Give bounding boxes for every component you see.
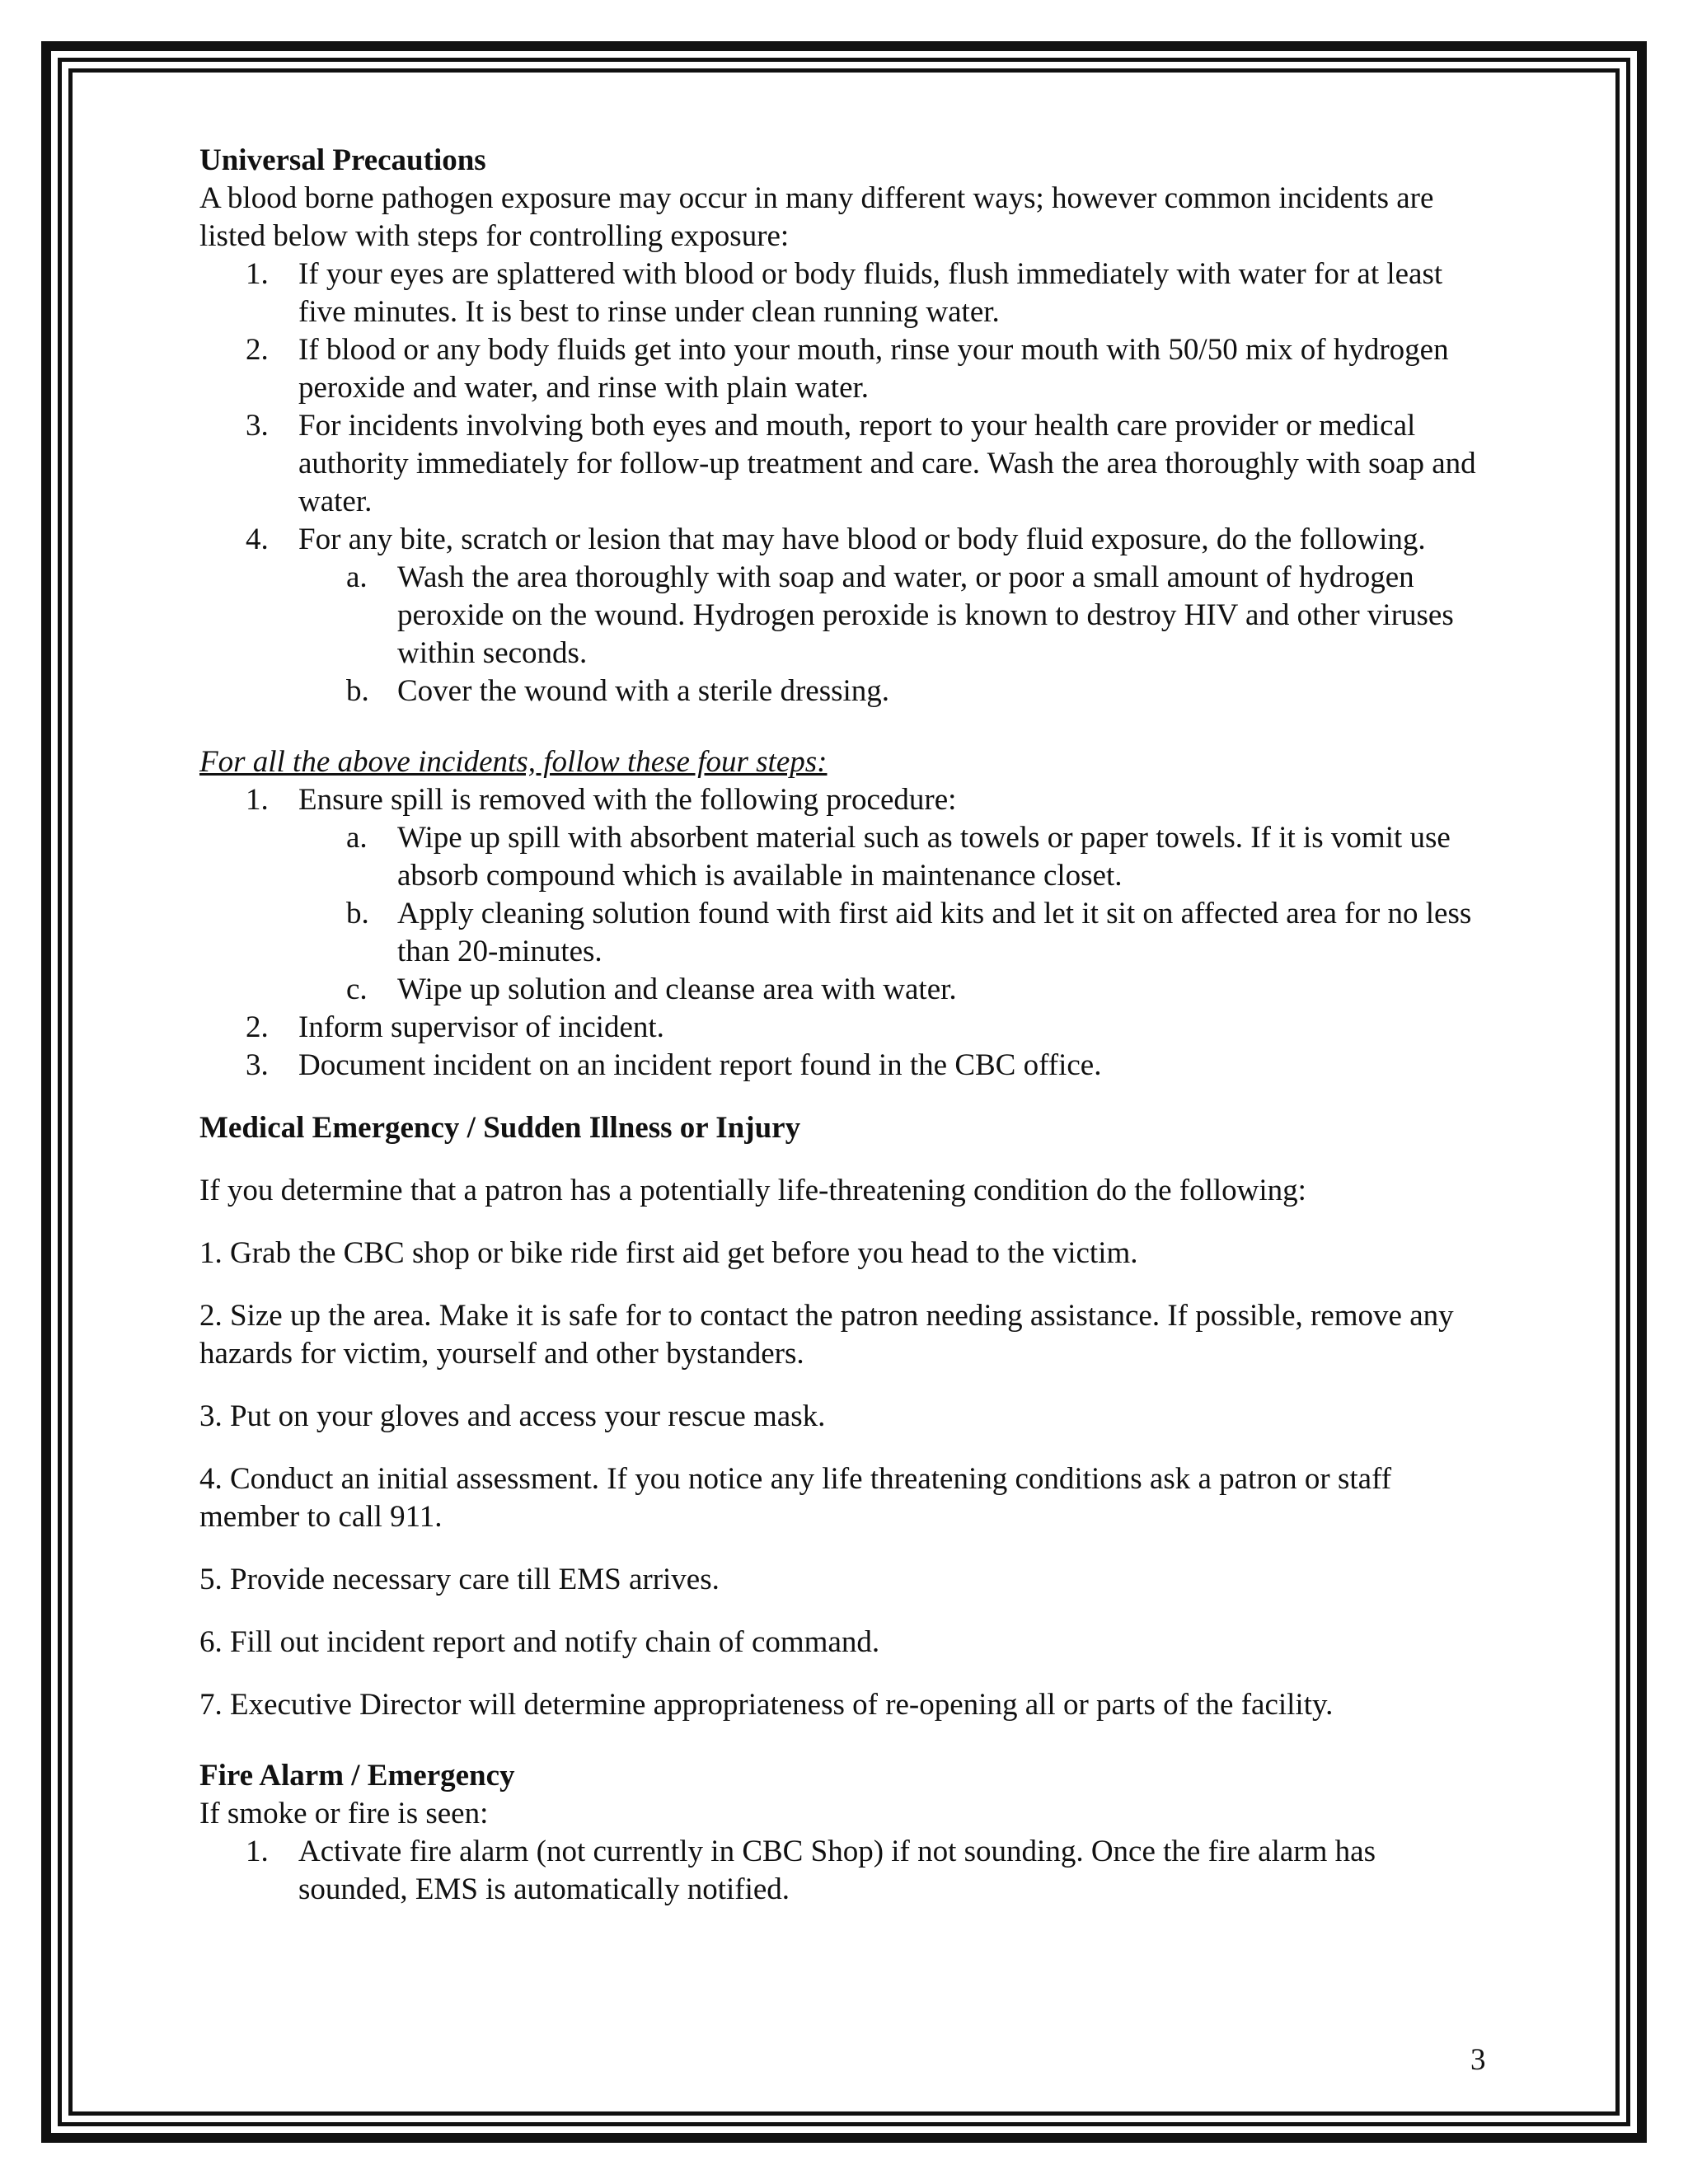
medical-emergency-intro: If you determine that a patron has a potentially life-threatening condition do the following:	[199, 1174, 1306, 1207]
list-item: 1. Activate fire alarm (not currently in CBC Shop) if not sounding. Once the fire alarm has sounded, EMS is automatically notified.	[246, 1835, 1376, 1906]
medical-step: 1. Grab the CBC shop or bike ride first aid get before you head to the victim.	[199, 1236, 1138, 1270]
medical-step: 4. Conduct an initial assessment. If you notice any life threatening conditions ask a patron or staff member to call 911.	[199, 1462, 1392, 1534]
medical-step: 5. Provide necessary care till EMS arrives.	[199, 1563, 720, 1596]
sub-list	[298, 559, 1485, 710]
medical-step: 3. Put on your gloves and access your rescue mask.	[199, 1399, 826, 1433]
medical-step: 7. Executive Director will determine appropriateness of re-opening all or parts of the facility.	[199, 1688, 1334, 1722]
list-item: 4. For any bite, scratch or lesion that may have blood or body fluid exposure, do the following. a. Wash the area thoroughly with soap and water, or poor a small amount of hydrogen peroxide on the wound. Hydrogen peroxide is known to destroy HIV and other viruses within seconds. b. Cover the wound with a sterile dressing.	[199, 521, 1485, 710]
fire-alarm-intro: If smoke or fire is seen:	[199, 1797, 489, 1830]
sub-list	[298, 819, 1485, 1009]
sub-list-item: b. Apply cleaning solution found with first aid kits and let it sit on affected area for no less than 20-minutes.	[346, 897, 1472, 968]
medical-emergency-heading: Medical Emergency / Sudden Illness or Injury	[199, 1111, 801, 1145]
fire-alarm-list	[199, 1833, 1485, 1909]
page-number: 3	[1470, 2043, 1486, 2077]
four-steps-list	[199, 781, 1485, 1085]
universal-precautions-list	[199, 255, 1485, 710]
list-item: 1. Ensure spill is removed with the following procedure: a. Wipe up spill with absorbent material such as towels or paper towels. If it is vomit use absorb compound which is available in maintenance closet. b. Apply cleaning solution found with first aid kits and let it sit on affected area for no less than 20-minutes. c. Wipe up solution and cleanse area with water.	[199, 781, 1485, 1009]
fire-alarm-heading: Fire Alarm / Emergency	[199, 1759, 515, 1793]
sub-list-item: b. Cover the wound with a sterile dressing.	[346, 674, 890, 708]
sub-list-item: c. Wipe up solution and cleanse area with water.	[346, 972, 957, 1006]
sub-list-item: a. Wash the area thoroughly with soap and water, or poor a small amount of hydrogen peroxide on the wound. Hydrogen peroxide is known to destroy HIV and other viruses within seconds.	[346, 560, 1454, 670]
list-item: 1. If your eyes are splattered with blood or body fluids, flush immediately with water for at least five minutes. It is best to rinse under clean running water.	[246, 257, 1443, 329]
list-item: 2. If blood or any body fluids get into your mouth, rinse your mouth with 50/50 mix of hydrogen peroxide and water, and rinse with plain water.	[246, 333, 1449, 405]
list-item: 3. For incidents involving both eyes and mouth, report to your health care provider or medical authority immediately for follow-up treatment and care. Wash the area thoroughly with soap and water.	[246, 409, 1476, 518]
medical-step: 2. Size up the area. Make it is safe for to contact the patron needing assistance. If possible, remove any hazards for victim, yourself and other bystanders.	[199, 1299, 1454, 1371]
medical-step: 6. Fill out incident report and notify chain of command.	[199, 1625, 880, 1659]
universal-precautions-heading: Universal Precautions	[199, 143, 486, 177]
list-item: 3. Document incident on an incident report found in the CBC office.	[246, 1048, 1102, 1082]
document-body	[199, 142, 1485, 1909]
universal-precautions-intro: A blood borne pathogen exposure may occur in many different ways; however common incidents are listed below with steps for controlling exposure:	[199, 181, 1434, 253]
four-steps-heading: For all the above incidents, follow these four steps:	[199, 745, 828, 779]
list-item: 2. Inform supervisor of incident.	[246, 1010, 664, 1044]
sub-list-item: a. Wipe up spill with absorbent material such as towels or paper towels. If it is vomit use absorb compound which is available in maintenance closet.	[346, 821, 1451, 893]
